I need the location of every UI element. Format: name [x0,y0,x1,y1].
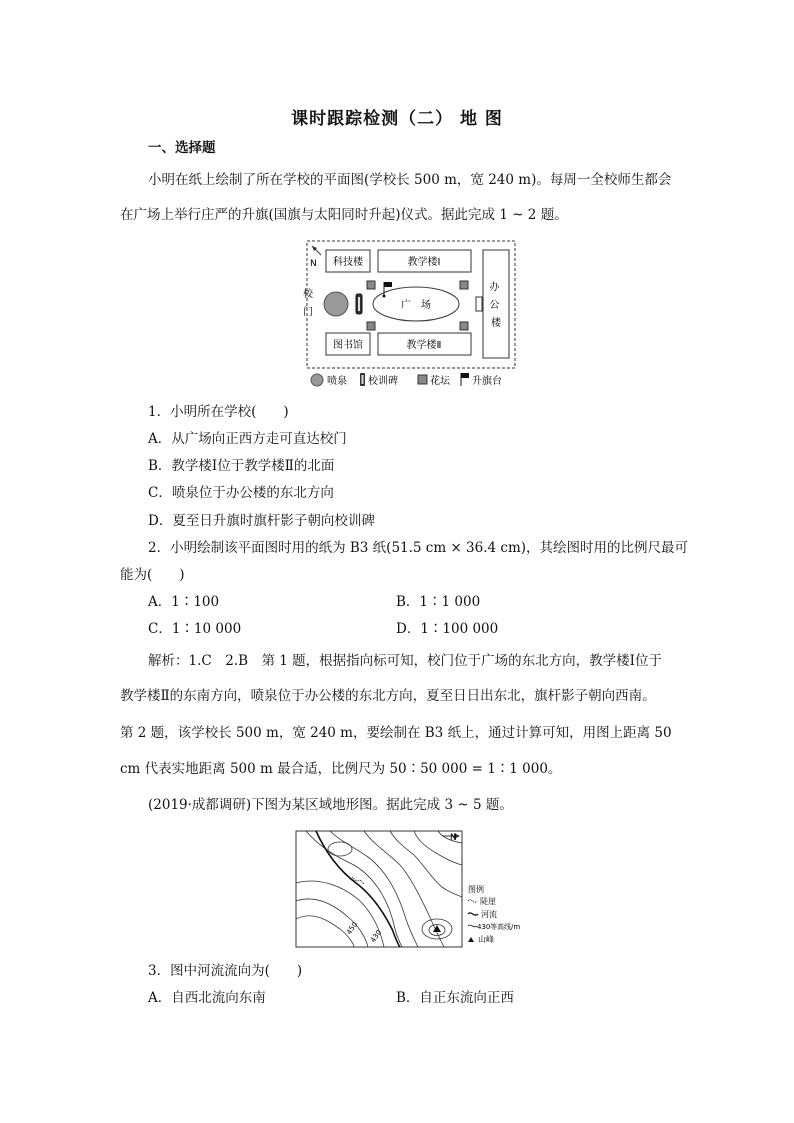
gate-label [303,287,316,318]
answer-line-4: cm 代表实地距离 500 m 最合适，比例尺为 50∶50 000 = 1∶1 000。 [120,761,562,777]
legend-title: 图例 [468,885,484,894]
legend-peak-label: 山峰 [478,935,494,944]
flowerbed-icon-4 [460,322,468,330]
intro-line-2: 在广场上举行庄严的升旗(国旗与太阳同时升起)仪式。据此完成 1 ~ 2 题。 [120,207,568,223]
intro-3-5: (2019·成都调研)下图为某区域地形图。据此完成 3 ~ 5 题。 [148,797,513,813]
question-2-option-c: C．1∶10 000 [148,621,242,637]
contour-label-450: 450 [345,920,360,937]
question-2-line-1: 2．小明绘制该平面图时用的纸为 B3 纸(51.5 cm × 36.4 cm)，其绘图时用的比例尺最可 [148,540,689,556]
teach1-label: 教学楼Ⅰ [407,257,441,268]
office-char-3: 楼 [491,318,501,329]
fountain-icon [324,292,348,316]
question-2-option-b: B．1∶1 000 [396,594,481,610]
legend-fountain-label: 喷泉 [327,376,347,387]
legend-motto-label: 校训碑 [368,376,398,387]
flag-base [383,295,386,298]
question-1-option-d: D．夏至日升旗时旗杆影子朝向校训碑 [148,513,375,529]
legend-contour-icon [468,925,477,927]
question-1-option-c: C．喷泉位于办公楼的东北方向 [148,485,334,501]
legend-river-icon [468,913,478,915]
legend-cliff-icon [468,900,477,902]
office-entrance [476,297,482,311]
sci-label: 科技楼 [333,257,363,268]
flag-icon [384,282,392,287]
legend-flag-icon [461,373,469,378]
legend-flower-label: 花坛 [430,376,450,387]
office-char-1: 办 [489,282,500,293]
legend-contour-value: 430 [477,923,491,931]
question-2-option-d: D．1∶100 000 [396,621,499,637]
motto-stone-highlight [358,297,360,311]
flowerbed-icon-2 [367,322,375,330]
legend-fountain-icon [311,374,323,386]
office-char-2: 公 [489,300,500,311]
question-2-option-a: A．1∶100 [148,594,220,610]
flowerbed-icon-3 [460,281,468,289]
intro-line-1: 小明在纸上绘制了所在学校的平面图(学校长 500 m，宽 240 m)。每周一全校师生都会 [148,172,672,188]
question-3: 3．图中河流流向为( ) [148,963,303,979]
question-3-option-a: A．自西北流向东南 [148,990,266,1006]
legend-flag-label: 升旗台 [472,376,502,387]
flowerbed-icon-1 [367,281,375,289]
section-heading: 一、选择题 [148,140,216,156]
topo-north-label: N [450,833,457,843]
question-2-line-2: 能为( ) [120,567,185,583]
teach2-label: 教学楼Ⅱ [406,340,442,351]
library-label: 图书馆 [333,340,363,351]
topo-map-figure [292,829,532,951]
question-1-option-b: B．教学楼Ⅰ位于教学楼Ⅱ的北面 [148,458,335,474]
legend-contour-label: 等高线/m [490,923,521,931]
gate-char-1: 校 [303,289,313,300]
page-title: 课时跟踪检测（二） 地 图 [291,109,503,129]
question-3-option-b: B．自正东流向正西 [396,990,514,1006]
answer-line-2: 教学楼Ⅱ的东南方向，喷泉位于办公楼的东北方向，夏至日日出东北，旗杆影子朝向西南。 [120,688,656,704]
office-label [489,280,502,329]
gate-char-2: 门 [303,307,313,318]
contour-label-430: 430 [369,928,384,945]
legend-river-label: 河流 [481,910,497,919]
answer-line-3: 第 2 题，该学校长 500 m，宽 240 m，要绘制在 B3 纸上，通过计算可知，用图上距离 50 [120,725,672,741]
answer-line-1: 解析：1.C 2.B 第 1 题，根据指向标可知，校门位于广场的东北方向，教学楼Ⅰ位于 [148,653,663,669]
legend-peak-icon [468,937,474,942]
question-1: 1．小明所在学校( ) [148,404,289,420]
legend-motto-highlight [362,375,364,384]
legend-flower-icon [418,375,427,384]
question-1-option-a: A．从广场向正西方走可直达校门 [148,431,347,447]
school-plan-figure [300,238,520,393]
north-label: N [310,259,317,269]
legend-cliff-label: 陡崖 [480,897,496,906]
plaza-label: 广 场 [401,300,431,311]
